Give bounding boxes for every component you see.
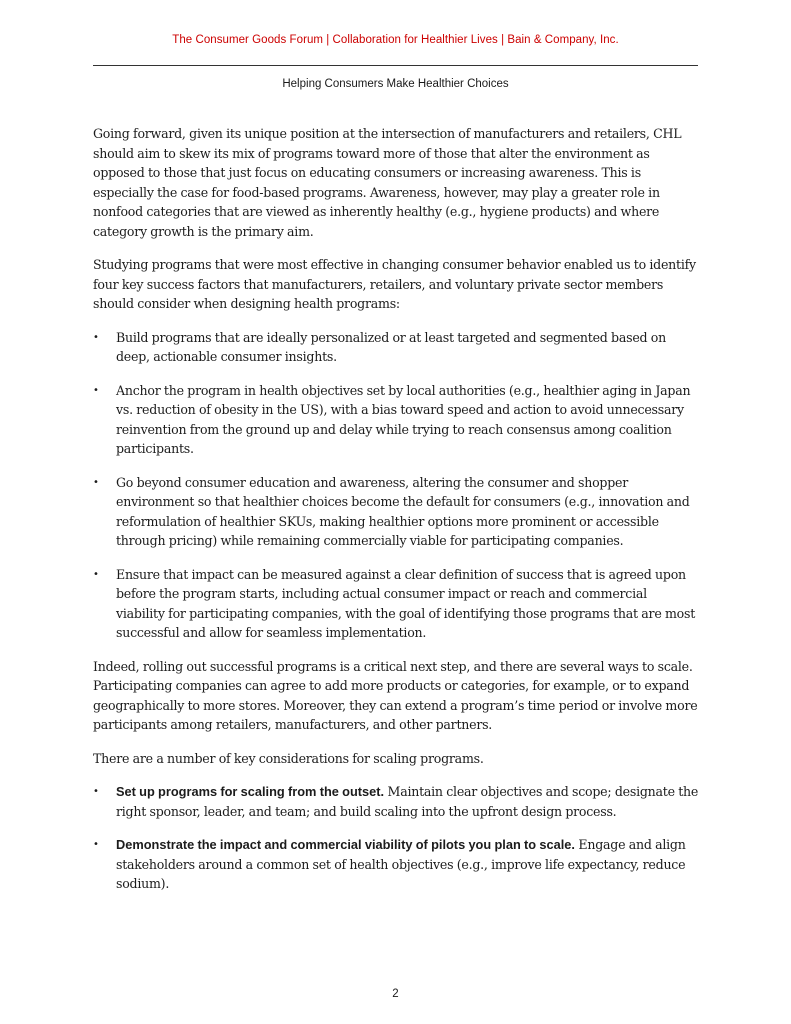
bullet-icon: • <box>93 384 99 396</box>
bullet-icon: • <box>93 839 99 850</box>
page-number: 2 <box>392 988 399 1000</box>
list-item <box>93 782 699 821</box>
paragraph-1: Going forward, given its unique position at the intersection of manufacturers and retailers, CHL should aim to skew its mix of programs toward more of those that alter the environment as opposed to those that just focus on educating consumers or increasing awareness. This is especially the case for food-based programs. Awareness, however, may play a greater role in nonfood categories that are viewed as inherently healthy (e.g., hygiene products) and where category growth is the primary aim. <box>93 126 682 239</box>
list-item <box>93 473 699 551</box>
bullet-icon: • <box>93 331 99 343</box>
consideration-lead: Set up programs for scaling from the outset. <box>116 784 385 799</box>
body-text <box>93 124 699 894</box>
success-factor-2: Anchor the program in health objectives set by local authorities (e.g., healthier aging in Japan vs. reduction of obesity in the US), with a bias toward speed and action to avoid unnecessary reinvention from the ground up and delay while trying to reach consensus among coalition participants. <box>116 382 691 456</box>
success-factor-3: Go beyond consumer education and awareness, altering the consumer and shopper environment so that healthier choices become the default for consumers (e.g., innovation and reformulation of healthier SKUs, making healthier options more prominent or accessible through pricing) while remaining commercially viable for participating companies. <box>116 474 690 548</box>
scaling-consideration-1 <box>116 782 699 821</box>
scaling-consideration-2 <box>116 835 699 894</box>
list-item <box>93 835 699 894</box>
bullet-icon: • <box>93 568 99 580</box>
header-rule <box>93 65 698 66</box>
running-head: The Consumer Goods Forum | Collaboration for Healthier Lives | Bain & Company, Inc. <box>172 34 619 46</box>
consideration-lead: Demonstrate the impact and commercial viability of pilots you plan to scale. <box>116 837 575 852</box>
document-subtitle: Helping Consumers Make Healthier Choices <box>282 78 509 90</box>
bullet-icon: • <box>93 476 99 488</box>
bullet-icon: • <box>93 786 99 797</box>
consideration-text: Engage and align stakeholders around a common set of health objectives (e.g., improve life expectancy, reduce sodium). <box>116 837 686 891</box>
paragraph-2: Studying programs that were most effective in changing consumer behavior enabled us to identify four key success factors that manufacturers, retailers, and voluntary private sector members should consider when designing health programs: <box>93 257 696 311</box>
list-item <box>93 328 699 367</box>
list-item <box>93 565 699 643</box>
success-factor-4: Ensure that impact can be measured against a clear definition of success that is agreed upon before the program starts, including actual consumer impact or reach and commercial viability for participating companies, with the goal of identifying those programs that are most successful and allow for seamless implementation. <box>116 566 696 640</box>
success-factor-1: Build programs that are ideally personalized or at least targeted and segmented based on deep, actionable consumer insights. <box>116 329 666 364</box>
paragraph-4: There are a number of key considerations for scaling programs. <box>93 750 484 766</box>
paragraph-3: Indeed, rolling out successful programs is a critical next step, and there are several ways to scale. Participating companies can agree to add more products or categories, for example, or to expand geographically to more stores. Moreover, they can extend a program’s time period or involve more participants among retailers, manufacturers, and other partners. <box>93 658 698 732</box>
consideration-text: Maintain clear objectives and scope; designate the right sponsor, leader, and team; and build scaling into the upfront design process. <box>116 784 699 819</box>
list-item <box>93 381 699 459</box>
